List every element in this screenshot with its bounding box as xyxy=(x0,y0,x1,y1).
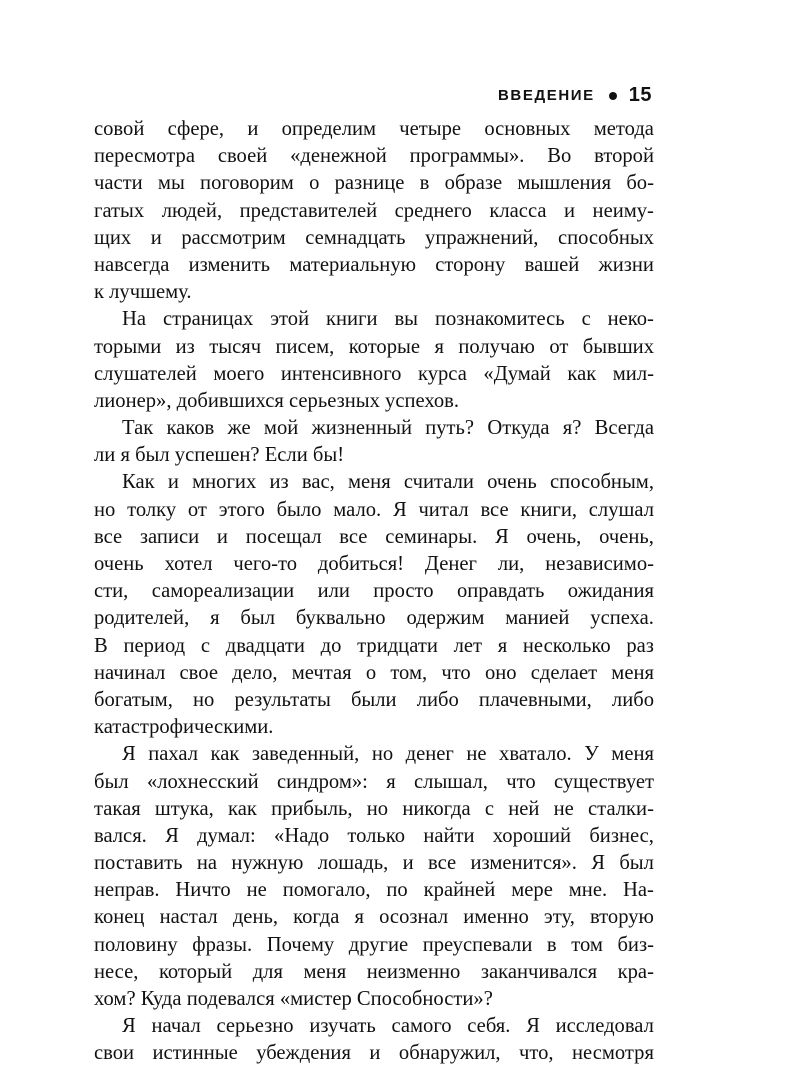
text-line: половину фразы. Почему другие преуспевали в том биз- xyxy=(94,933,654,956)
running-header xyxy=(498,84,652,107)
text-line: хом? Куда подевался «мистер Способности»? xyxy=(94,988,493,1010)
text-line: неправ. Ничто не помогало, по крайней мере мне. На- xyxy=(94,879,654,902)
text-line: но толку от этого было мало. Я читал все книги, слушал xyxy=(94,498,654,521)
text-line: вался. Я думал: «Надо только найти хороший бизнес, xyxy=(94,824,654,847)
text-line: лионер», добившихся серьезных успехов. xyxy=(94,389,460,412)
text-line: родителей, я был буквально одержим манией успеха. xyxy=(94,607,654,630)
text-line: богатым, но результаты были либо плачевными, либо xyxy=(94,688,654,711)
text-line: очень хотел чего-то добиться! Денег ли, независимо- xyxy=(94,553,654,575)
text-line: совой сфере, и определим четыре основных метода xyxy=(94,118,654,140)
text-line: гатых людей, представителей среднего класса и неиму- xyxy=(94,199,654,222)
text-line: Как и многих из вас, меня считали очень способным, xyxy=(122,471,654,494)
text-line: сти, самореализации или просто оправдать ожидания xyxy=(94,580,654,603)
body-text xyxy=(94,116,654,1068)
text-line: Я пахал как заведенный, но денег не хватало. У меня xyxy=(122,743,654,766)
text-line: катастрофическими. xyxy=(94,716,274,739)
running-title: ВВЕДЕНИЕ xyxy=(497,87,595,104)
page-number: 15 xyxy=(628,84,652,106)
text-line: к лучшему. xyxy=(94,281,192,304)
text-line: несе, который для меня неизменно заканчивался кра- xyxy=(94,960,654,983)
text-line: части мы поговорим о разнице в образе мышления бо- xyxy=(94,172,654,195)
text-line: Так каков же мой жизненный путь? Откуда я? Всегда xyxy=(122,417,654,440)
text-line: конец настал день, когда я осознал именно эту, вторую xyxy=(94,906,654,929)
bullet-separator xyxy=(609,92,617,100)
text-line: такая штука, как прибыль, но никогда с ней не сталки- xyxy=(94,797,654,820)
text-line: На страницах этой книги вы познакомитесь с неко- xyxy=(122,308,654,331)
text-line: навсегда изменить материальную сторону вашей жизни xyxy=(94,253,654,276)
text-line: торыми из тысяч писем, которые я получаю от бывших xyxy=(94,335,654,358)
text-line: был «лохнесский синдром»: я слышал, что существует xyxy=(94,770,654,793)
text-line: пересмотра своей «денежной программы». Во второй xyxy=(94,145,654,168)
text-line: В период с двадцати до тридцати лет я несколько раз xyxy=(94,634,654,657)
text-line: ли я был успешен? Если бы! xyxy=(94,444,345,467)
text-line: Я начал серьезно изучать самого себя. Я исследовал xyxy=(122,1015,654,1038)
text-line: свои истинные убеждения и обнаружил, что, несмотря xyxy=(94,1042,654,1065)
text-line: поставить на нужную лошадь, и все изменится». Я был xyxy=(94,852,654,875)
text-line: начинал свое дело, мечтая о том, что оно сделает меня xyxy=(94,661,654,684)
text-line: щих и рассмотрим семнадцать упражнений, способных xyxy=(94,226,654,249)
text-line: слушателей моего интенсивного курса «Думай как мил- xyxy=(94,362,654,385)
text-line: все записи и посещал все семинары. Я очень, очень, xyxy=(94,525,654,548)
